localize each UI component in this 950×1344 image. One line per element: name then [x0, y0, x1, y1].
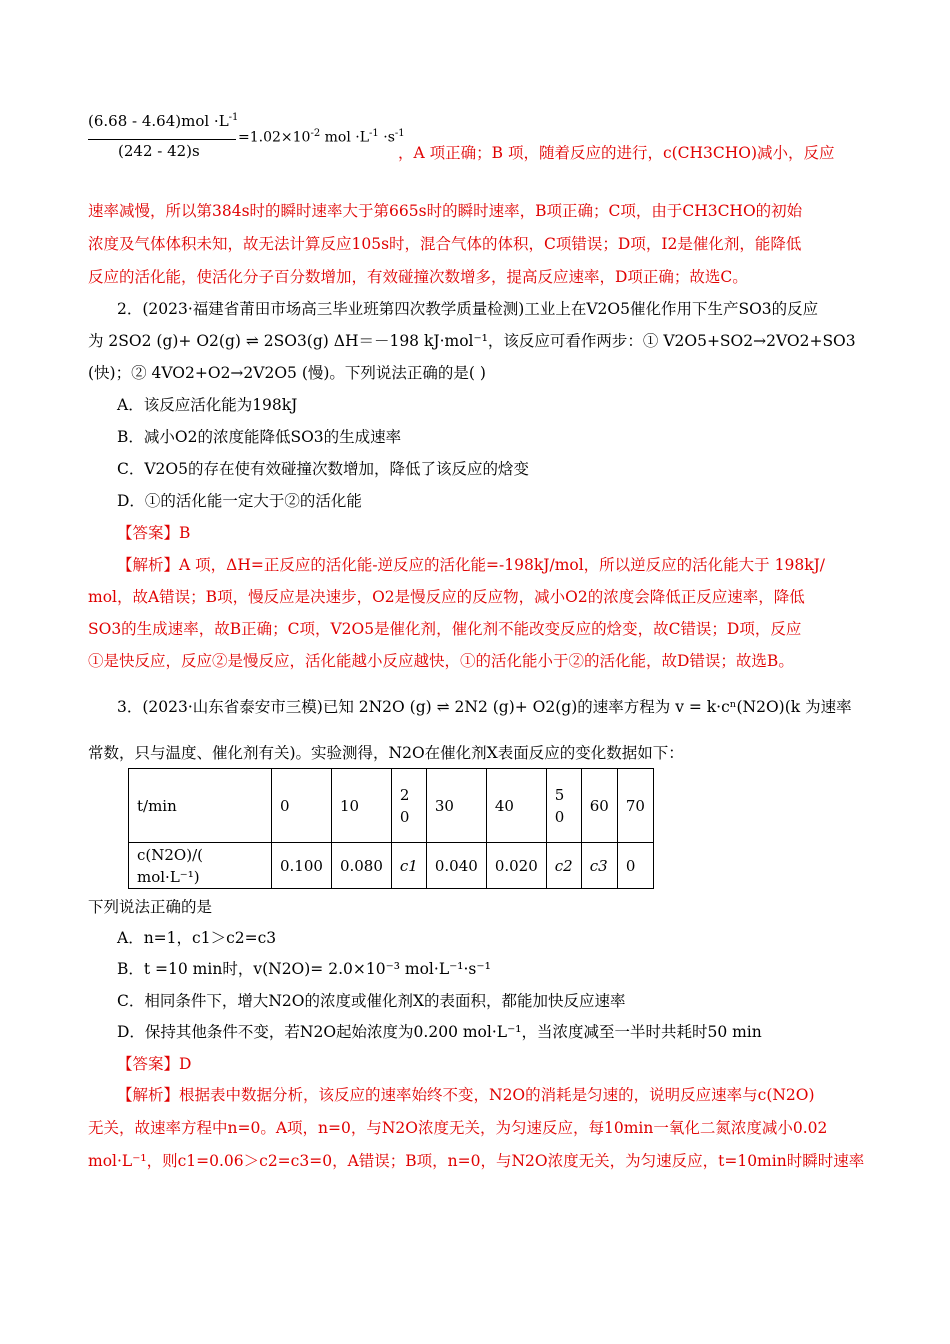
question-2-option-a: A．该反应活化能为198kJ	[117, 396, 298, 414]
question-2-explanation-4: ①是快反应，反应②是慢反应，活化能越小反应越快，①的活化能小于②的活化能，故D错误；故选B。	[88, 652, 794, 670]
table-row	[129, 843, 654, 889]
fraction-result: $=1.02\times 10^{-2}$ mol $\cdot L^{-1} \cdot s^{-1}$	[238, 128, 405, 146]
table-cell: 60	[581, 769, 617, 843]
data-table	[128, 768, 654, 889]
question-2-stem-3: (快)；② 4VO2+O2→2V2O5 (慢)。下列说法正确的是( )	[88, 364, 486, 382]
table-cell: 30	[426, 769, 486, 843]
fraction-numerator: $(6.68 - 4.64)mol \cdot L^{-1}$	[88, 112, 239, 130]
table-cell: 0.040	[426, 843, 486, 889]
question-3-explanation-3: mol·L⁻¹，则c1=0.06＞c2=c3=0，A错误；B项，n=0，与N2O浓度无关，为匀速反应，t=10min时瞬时速率	[88, 1152, 865, 1170]
question-3-option-a: A．n=1，c1＞c2=c3	[117, 929, 277, 947]
table-cell: c2	[546, 843, 581, 889]
explanation-line-1: ，A 项正确；B 项，随着反应的进行，c(CH3CHO)减小，反应	[398, 144, 835, 162]
question-2-option-b: B．减小O2的浓度能降低SO3的生成速率	[117, 428, 402, 446]
question-2-option-c: C．V2O5的存在使有效碰撞次数增加，降低了该反应的焓变	[117, 460, 529, 478]
table-cell: 70	[617, 769, 653, 843]
fraction-bar	[88, 139, 236, 140]
question-2-explanation-1: 【解析】A 项，ΔH=正反应的活化能-逆反应的活化能=-198kJ/mol，所以逆反应的活化能大于 198kJ/	[117, 556, 826, 574]
table-row	[129, 769, 654, 843]
table-cell: 50	[546, 769, 581, 843]
explanation-line-4: 反应的活化能，使活化分子百分数增加，有效碰撞次数增多，提高反应速率，D项正确；故选C。	[88, 268, 748, 286]
question-2-stem-1: 2．(2023·福建省莆田市场高三毕业班第四次教学质量检测)工业上在V2O5催化作用下生产SO3的反应	[117, 300, 819, 318]
question-3-prompt: 下列说法正确的是	[88, 898, 213, 916]
question-2-answer: 【答案】B	[117, 524, 191, 542]
question-3-option-b: B．t =10 min时，v(N2O)= 2.0×10⁻³ mol·L⁻¹·s⁻¹	[117, 960, 491, 978]
question-3-option-c: C．相同条件下，增大N2O的浓度或催化剂X的表面积，都能加快反应速率	[117, 992, 626, 1010]
question-2-option-d: D．①的活化能一定大于②的活化能	[117, 492, 362, 510]
explanation-line-3: 浓度及气体体积未知，故无法计算反应105s时，混合气体的体积，C项错误；D项，I2是催化剂，能降低	[88, 235, 802, 253]
table-cell: t/min	[129, 769, 272, 843]
table-cell: 0	[272, 769, 332, 843]
table-cell: c3	[581, 843, 617, 889]
question-3-stem-2: 常数，只与温度、催化剂有关)。实验测得，N2O在催化剂X表面反应的变化数据如下：	[88, 744, 684, 762]
question-3-stem-1: 3．(2023·山东省泰安市三模)已知 2N2O (g) ⇌ 2N2 (g)+ O2(g)的速率方程为 v = k·cⁿ(N2O)(k 为速率	[117, 698, 852, 716]
table-cell: c1	[391, 843, 426, 889]
table-cell: 10	[331, 769, 391, 843]
question-3-option-d: D．保持其他条件不变，若N2O起始浓度为0.200 mol·L⁻¹，当浓度减至一半时共耗时50 min	[117, 1023, 762, 1041]
explanation-line-2: 速率减慢，所以第384s时的瞬时速率大于第665s时的瞬时速率，B项正确；C项，由于CH3CHO的初始	[88, 202, 803, 220]
question-3-explanation-2: 无关，故速率方程中n=0。A项，n=0，与N2O浓度无关，为匀速反应，每10min一氧化二氮浓度减小0.02	[88, 1119, 828, 1137]
question-2-explanation-3: SO3的生成速率，故B正确；C项，V2O5是催化剂，催化剂不能改变反应的焓变，故C错误；D项，反应	[88, 620, 802, 638]
question-3-answer: 【答案】D	[117, 1055, 192, 1073]
fraction-denominator: (242 - 42)s	[118, 142, 200, 160]
table-cell: 0	[617, 843, 653, 889]
table-cell: 0.080	[331, 843, 391, 889]
table-cell: 0.020	[486, 843, 546, 889]
table-cell: 0.100	[272, 843, 332, 889]
table-cell: 40	[486, 769, 546, 843]
question-2-explanation-2: mol，故A错误；B项，慢反应是决速步，O2是慢反应的反应物，减小O2的浓度会降低正反应速率，降低	[88, 588, 805, 606]
table-cell: 20	[391, 769, 426, 843]
question-3-explanation-1: 【解析】根据表中数据分析，该反应的速率始终不变，N2O的消耗是匀速的，说明反应速率与c(N2O)	[117, 1086, 815, 1104]
table-cell: c(N2O)/( mol·L⁻¹)	[129, 843, 272, 889]
question-2-stem-2: 为 2SO2 (g)+ O2(g) ⇌ 2SO3(g) ΔH＝－198 kJ·mol⁻¹，该反应可看作两步：① V2O5+SO2→2VO2+SO3	[88, 332, 856, 350]
